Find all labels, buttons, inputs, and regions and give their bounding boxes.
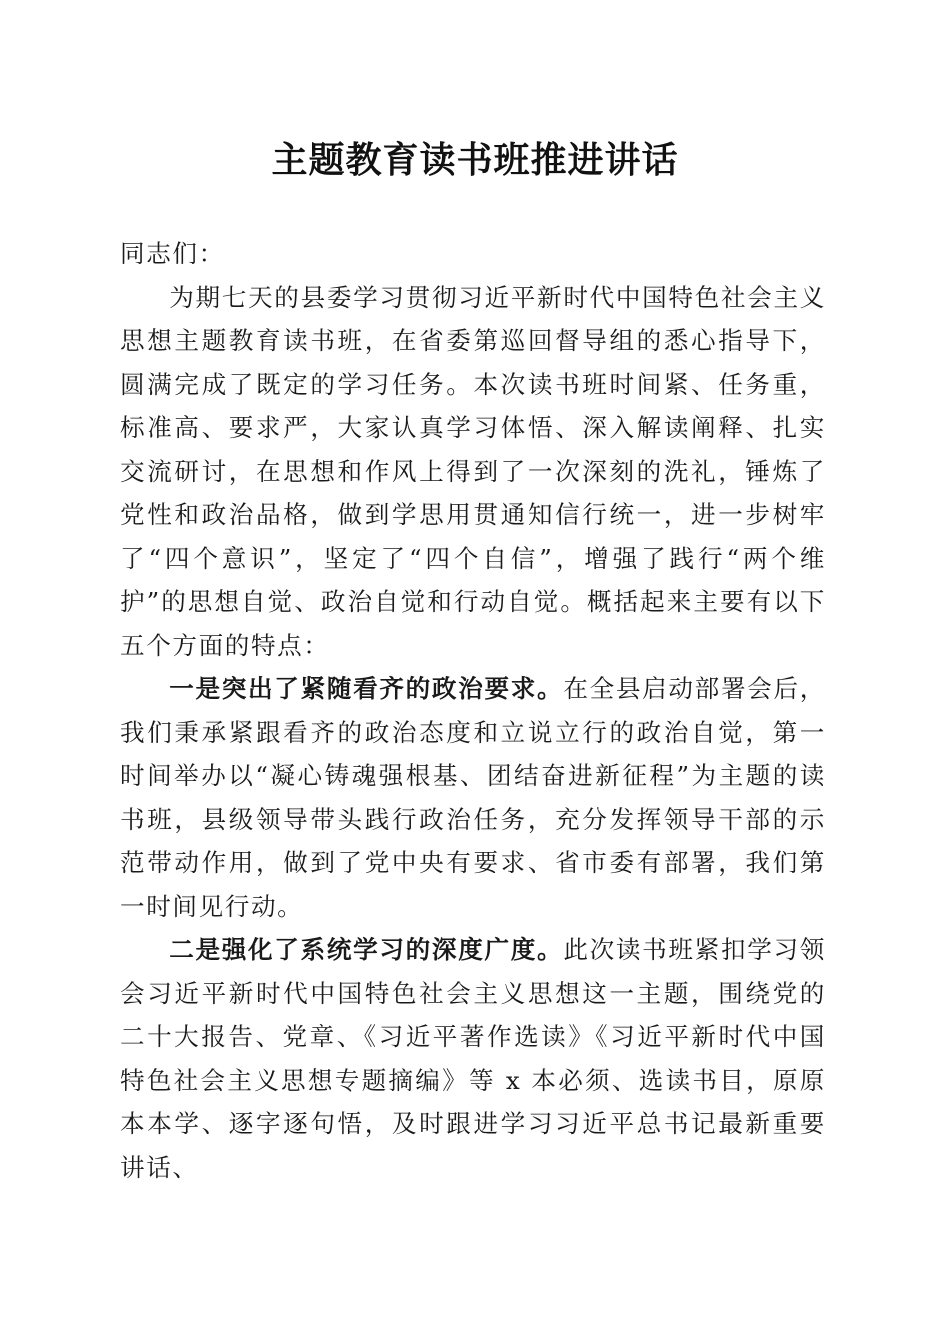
salutation: 同志们： bbox=[120, 239, 225, 268]
paragraph-lead: 一是突出了紧随看齐的政治要求。 bbox=[169, 674, 564, 703]
paragraph-text: 此次读书班紧扣学习领会习近平新时代中国特色社会主义思想这一主题，围绕党的二十大报告、党章、《习近平著作选读》《习近平新时代中国特色社会主义思想专题摘编》等 x 本必须、选读书目，原原本本学、逐字逐句悟，及时跟进学习习近平总书记最新重要讲话、 bbox=[120, 935, 826, 1182]
paragraph-text: 为期七天的县委学习贯彻习近平新时代中国特色社会主义思想主题教育读书班，在省委第巡回督导组的悉心指导下，圆满完成了既定的学习任务。本次读书班时间紧、任务重，标准高、要求严，大家认真学习体悟、深入解读阐释、扎实交流研讨，在思想和作风上得到了一次深刻的洗礼，锤炼了党性和政治品格，做到学思用贯通知信行统一，进一步树牢了“四个意识”，坚定了“四个自信”，增强了践行“两个维护”的思想自觉、政治自觉和行动自觉。概括起来主要有以下五个方面的特点： bbox=[120, 282, 826, 660]
paragraph-lead: 二是强化了系统学习的深度广度。 bbox=[169, 935, 564, 964]
paragraph-point-2 bbox=[120, 928, 826, 1189]
paragraph-point-1 bbox=[120, 667, 826, 928]
paragraph-text: 在全县启动部署会后，我们秉承紧跟看齐的政治态度和立说立行的政治自觉，第一时间举办以“凝心铸魂强根基、团结奋进新征程”为主题的读书班，县级领导带头践行政治任务，充分发挥领导干部的示范带动作用，做到了党中央有要求、省市委有部署，我们第一时间见行动。 bbox=[120, 674, 826, 921]
document-body bbox=[120, 232, 826, 1189]
page-title: 主题教育读书班推进讲话 bbox=[271, 139, 679, 181]
paragraph-intro bbox=[120, 276, 826, 668]
